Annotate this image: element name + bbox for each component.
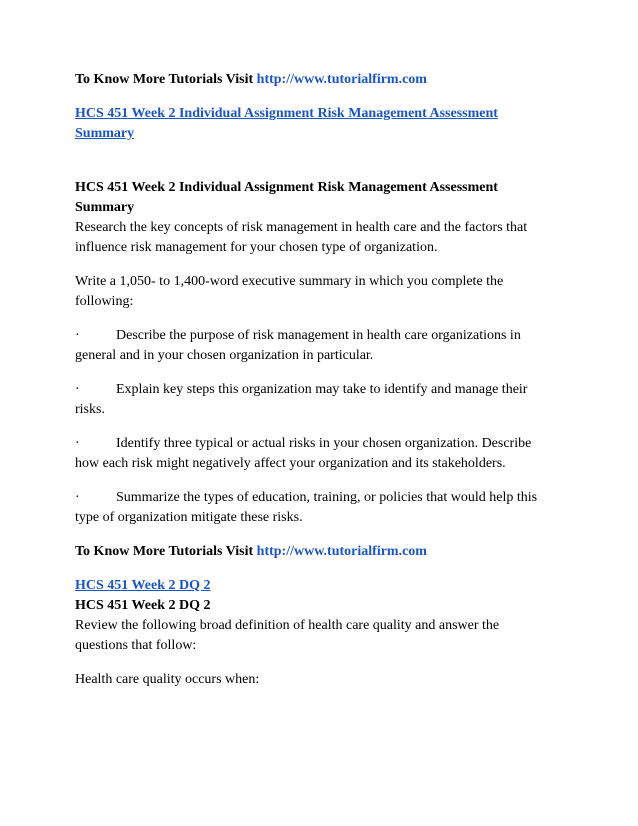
- bullet-text: Describe the purpose of risk management in health care organizations in general and in your chosen organization in particular.: [75, 328, 521, 363]
- bullet-marker: ·: [75, 328, 80, 343]
- bullet-marker: ·: [75, 490, 80, 505]
- assignment-instruction: Write a 1,050- to 1,400-word executive summary in which you complete the following:: [75, 274, 504, 309]
- bullet-marker: ·: [75, 436, 80, 451]
- promo-url-link[interactable]: http://www.tutorialfirm.com: [256, 544, 427, 559]
- dq-intro: Review the following broad definition of health care quality and answer the questions that follow:: [75, 618, 500, 653]
- dq-title-link[interactable]: HCS 451 Week 2 DQ 2: [75, 578, 211, 593]
- document-page: [75, 70, 555, 690]
- bullet-text: Identify three typical or actual risks in your chosen organization. Describe how each risk might negatively affect your organization and its stakeholders.: [75, 436, 532, 471]
- assignment-intro: Research the key concepts of risk management in health care and the factors that influence risk management for your chosen type of organization.: [75, 220, 528, 255]
- promo-line: [75, 70, 555, 90]
- bullet-item: [75, 488, 555, 528]
- promo-lead: To Know More Tutorials Visit: [75, 72, 257, 87]
- promo-url-link[interactable]: http://www.tutorialfirm.com: [256, 72, 427, 87]
- promo-line: [75, 542, 555, 562]
- bullet-item: [75, 380, 555, 420]
- bullet-text: Summarize the types of education, training, or policies that would help this type of organization mitigate these risks.: [75, 490, 538, 525]
- assignment-title-link[interactable]: HCS 451 Week 2 Individual Assignment Risk Management Assessment Summary: [75, 106, 498, 141]
- bullet-item: [75, 326, 555, 366]
- assignment-heading: HCS 451 Week 2 Individual Assignment Risk Management Assessment Summary: [75, 180, 498, 215]
- bullet-marker: ·: [75, 382, 80, 397]
- promo-lead: To Know More Tutorials Visit: [75, 544, 257, 559]
- dq-heading: HCS 451 Week 2 DQ 2: [75, 598, 211, 613]
- bullet-item: [75, 434, 555, 474]
- bullet-text: Explain key steps this organization may take to identify and manage their risks.: [75, 382, 528, 417]
- dq-line: Health care quality occurs when:: [75, 672, 260, 687]
